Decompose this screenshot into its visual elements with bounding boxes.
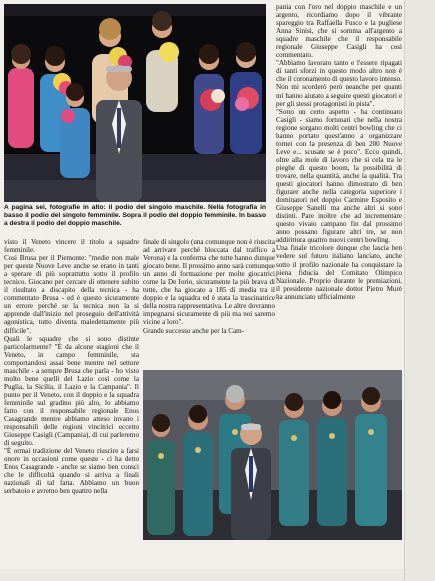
paragraph: Quali le squadre che si sono distinte particolarmente? "È da alcune stagioni che il Veneto, in campo femminile, sta comportandosi assai bene mentre nel settore maschile - a sempre Brusa che parla - ho visto molto bene quelli del Lazio così come la Puglia, la Sicilia, il Lazio e la Campania". Il punto per il Veneto, con il doppio e la squadra femminile sul gradino più alto, lo abbiamo fatto con il responsabile regionale Enos Casagrande mentre abbiamo atteso invano i responsabili delle regioni vincitrici eccetto Giuseppe Casigli (Campania), di cui parleremo di seguito. xyxy=(4,334,139,448)
paragraph: "Sotto un certo aspetto - ha continuato Casigli - siamo fortunati che nella nostra regione sorgano molti centri bowling che ci hanno portato quest'anno a organizzare tornei con la presenza di ben 200 Nuove Leve e... scusate se è poco". Ecco quindi, oltre alla mole di lavoro che si cela tra le pieghe di questo boom, la possibilità di trovare, nella quantità, anche la qualità. Tra questi giocatori hanno dimostrato di ben figurare anche nella categoria superiore i dominatori nel doppio Carmine Esposito e Giuseppe Sanelli ma anche altri si sono distinti. Pare inoltre che ad incrementare questo vivaio campano fin dal prossimo anno possano figurare altri tre, se non addirittura quattro nuovi centri bowling. xyxy=(276,107,402,245)
page-bottom-margin xyxy=(0,569,404,581)
paragraph: finale di singolo (una comunque non è riuscita ad arrivare perché bloccata dal traffico a Verona) e la conferma che tutte hanno dunque giocato bene. Il prossimo anno sarà comunque un anno di formazione per molte giocatrici come la De Iorio, sicuramente la più brava di tutte, che ha giocato a 185 di media tra il doppio e la squadra ed è stata la trascinatrice della nostra rappresentativa. Le altre dovranno impegnarsi sicuramente di più ma noi saremo vicine a loro". xyxy=(143,238,275,327)
podium-photo-bottom xyxy=(143,370,402,540)
page-edge xyxy=(404,0,405,581)
photo-caption: A pagina sei, fotografie in alto: il podio del singolo maschile. Nella fotografia in basso il podio del singolo femminile. Sopra il podio del doppio femminile. In basso a destra il podio del doppio maschile. xyxy=(4,204,266,228)
paragraph: Una finale tricolore dunque che lascia ben vedere sul futuro italiano lanciato, anche sotto il profilo nazionale ha conquistare la piena fiducia del Comitato Olimpico Nazionale. Proprio durante le premiazioni, il presidente nazionale dottor Pietro Murè ha annunciato ufficialmente xyxy=(276,244,402,301)
podium-illustration-top xyxy=(4,4,266,202)
paragraph: Così Brusa per il Piemonte: "medie non male per queste Nuove Leve anche se erano in tanti a sperare di più soprattutto sotto il profilo tecnico. Giocano per cercare di ottenere subito il risultato a discapito della tecnica - ha commentato Brusa - ed è questo sicuramente un errore perché se la tecnica non la si apprende dall'inizio nel proseguio dell'attività agonistica, tutto diventa maledettamente più difficile". xyxy=(4,254,139,335)
paragraph: Grande successo anche per la Cam- xyxy=(143,326,245,335)
text-column-left xyxy=(4,238,139,568)
podium-photo-top xyxy=(4,4,266,202)
paragraph: visto il Veneto vincere il titolo a squadre femminile. xyxy=(4,238,139,255)
page-margin-strip xyxy=(404,0,435,581)
paragraph: pania con l'oro nel doppio maschile e un argento, ricordiamo dopo il vibrante spareggio tra Raffaella Fusco e la pugliese Anna Sinisi, che si somma all'argento a squadre maschile che il responsabile regionale Giuseppe Casigli ha così commentato. xyxy=(276,3,402,60)
paragraph: "È ormai tradizione del Veneto riuscire a farsi onore in occasioni come queste - ci ha detto Enos Casagrande - anche se siamo ben consci che le difficoltà quando si arriva a finali nazionali di tal fatta. Abbiamo un buon serbatoio e avremo ben quattro nella xyxy=(4,447,139,496)
paragraph: Non mi scorderò però neanche per quanti mi hanno aiutato a seguire questi giocatori e per gli stessi protagonisti in pista". xyxy=(276,83,402,108)
paragraph: "Abbiamo lavorato tanto e l'essere ripagati di tanti sforzi in questo modo altro non è che il coronamento di questo lavoro intenso. xyxy=(276,59,402,84)
text-column-right xyxy=(276,3,402,368)
text-column-middle xyxy=(143,238,275,368)
podium-illustration-bottom xyxy=(143,370,402,540)
